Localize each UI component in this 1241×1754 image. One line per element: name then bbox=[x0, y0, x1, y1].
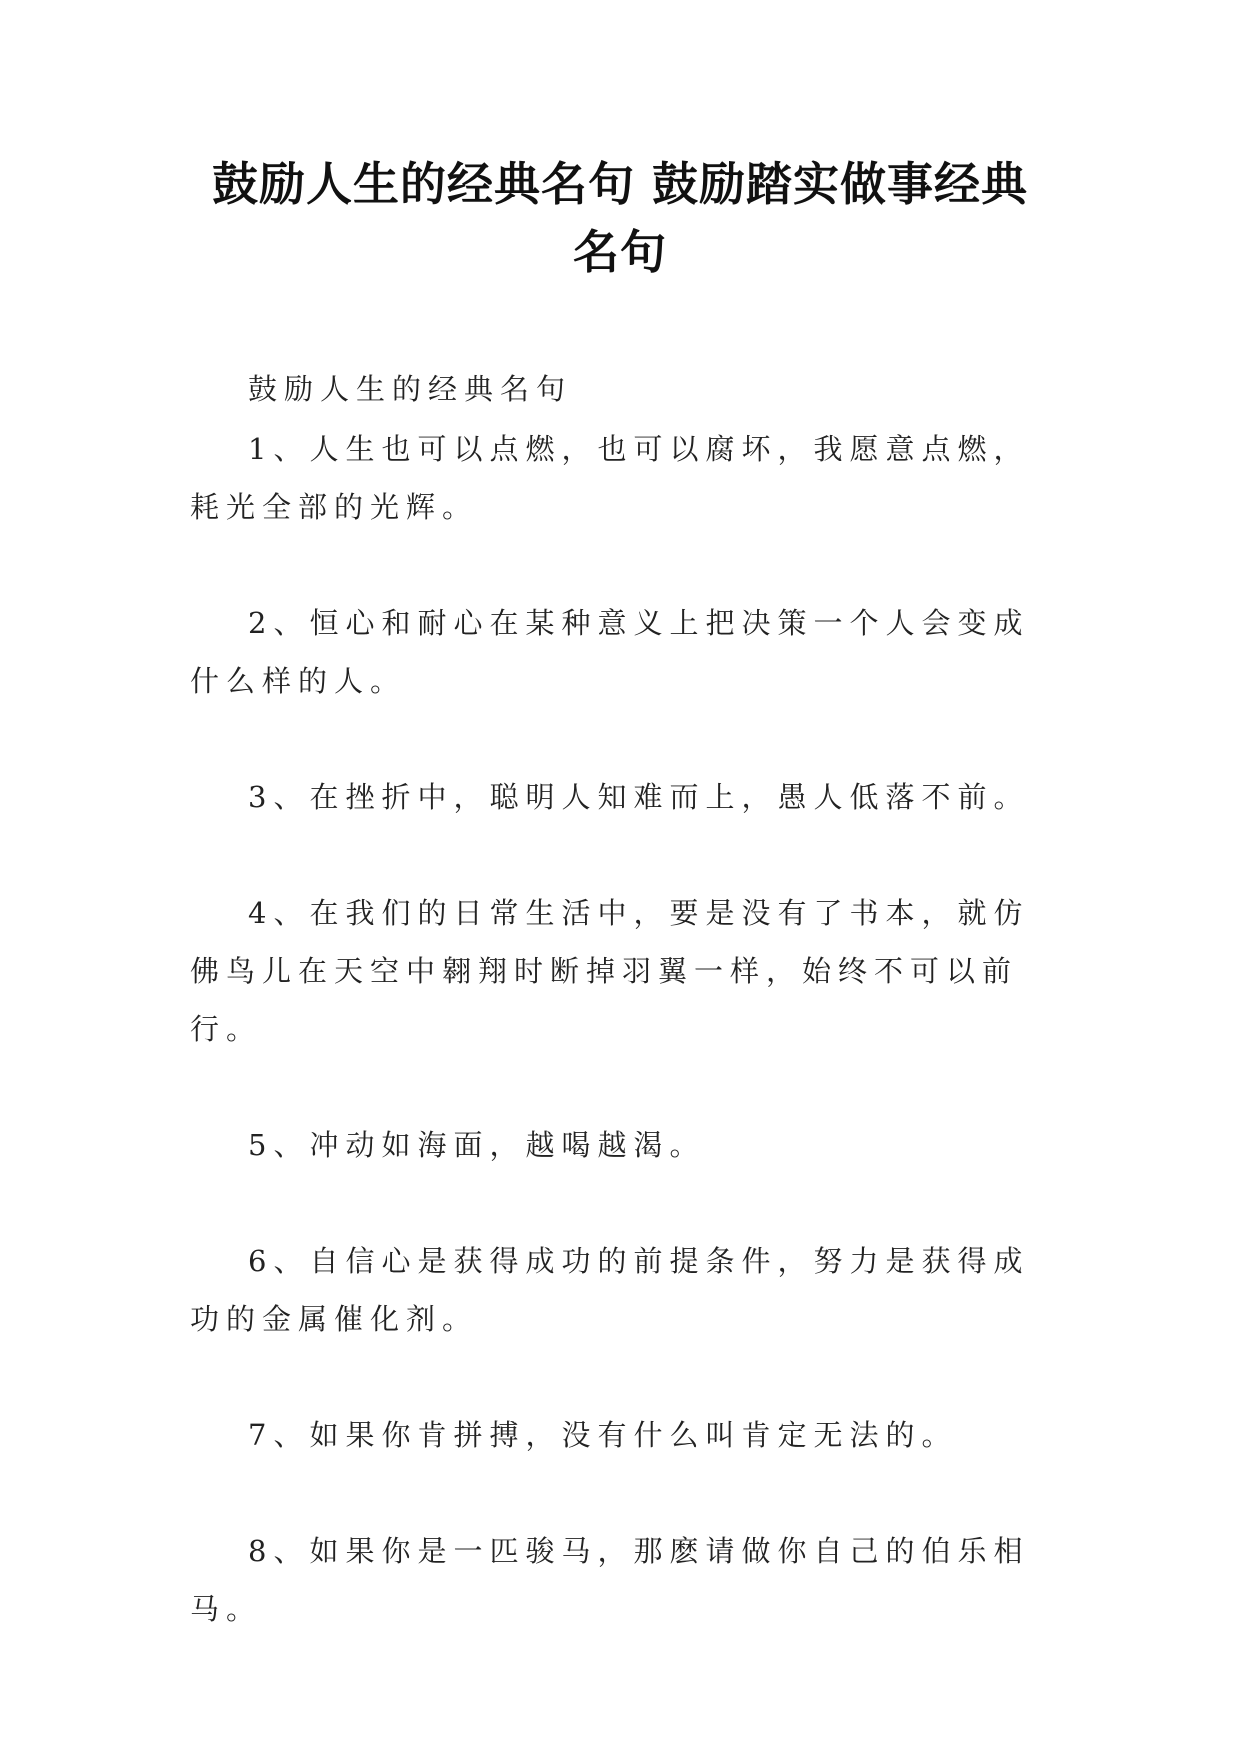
quote-item-5: 5、冲动如海面，越喝越渴。 bbox=[248, 1128, 706, 1162]
document-body bbox=[190, 360, 1050, 1638]
quote-item-6: 6、自信心是获得成功的前提条件，努力是获得成功的金属催化剂。 bbox=[190, 1244, 1030, 1336]
quote-item-1: 1、人生也可以点燃，也可以腐坏，我愿意点燃，耗光全部的光辉。 bbox=[190, 432, 1030, 524]
quote-item-2: 2、恒心和耐心在某种意义上把决策一个人会变成什么样的人。 bbox=[190, 606, 1030, 698]
quote-item-7: 7、如果你肯拼搏，没有什么叫肯定无法的。 bbox=[248, 1418, 958, 1452]
quote-item-3: 3、在挫折中，聪明人知难而上，愚人低落不前。 bbox=[248, 780, 1030, 814]
section-heading: 鼓励人生的经典名句 bbox=[248, 372, 573, 406]
quote-item-8: 8、如果你是一匹骏马，那麽请做你自己的伯乐相马。 bbox=[190, 1534, 1030, 1626]
document-title: 鼓励人生的经典名句 鼓励踏实做事经典名句 bbox=[211, 157, 1028, 279]
quote-item-4: 4、在我们的日常生活中，要是没有了书本，就仿佛鸟儿在天空中翱翔时断掉羽翼一样，始终不可以前行。 bbox=[190, 896, 1030, 1046]
